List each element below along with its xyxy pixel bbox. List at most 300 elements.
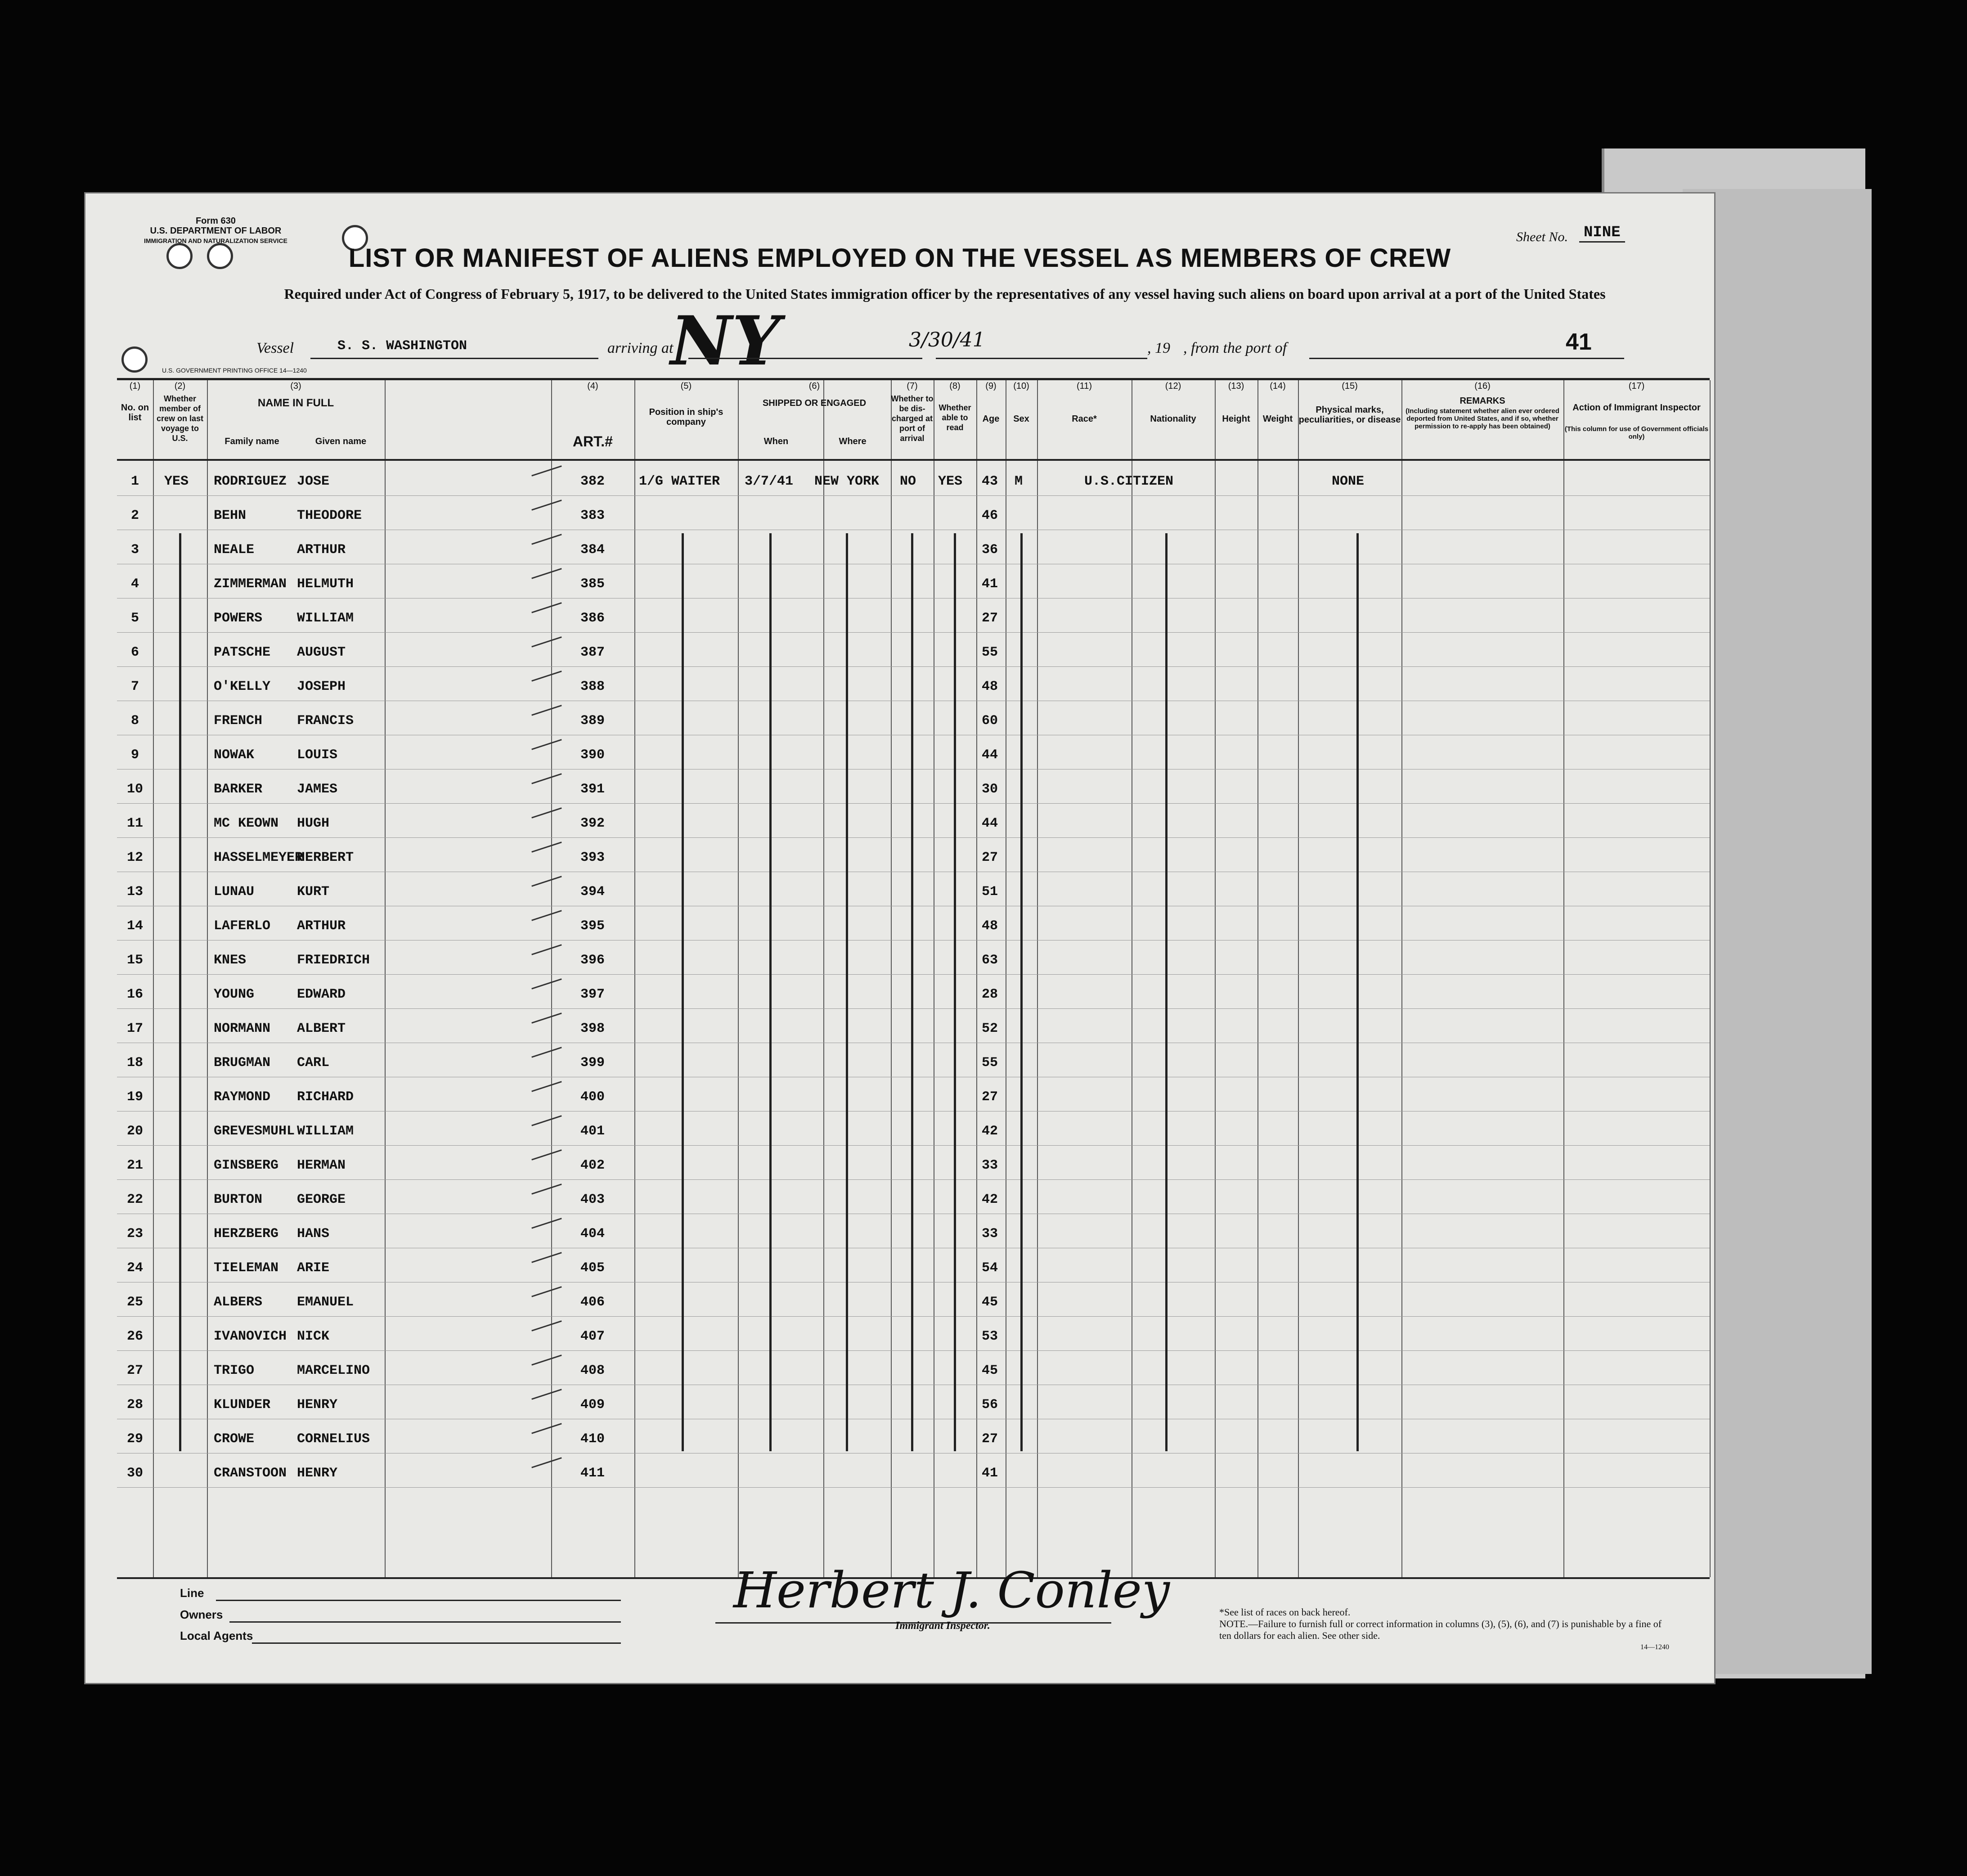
given-name: HENRY [297,1397,338,1413]
check-mark [531,876,562,886]
column-number: (12) [1165,381,1181,391]
check-mark [531,1320,562,1331]
row-number: 11 [126,816,143,831]
table-row [117,1008,1710,1043]
given-name: CARL [297,1055,330,1071]
ditto-mark [911,533,913,1451]
column-divider [1710,380,1711,1577]
given-name: FRANCIS [297,713,354,729]
local-agents-underline [252,1642,621,1644]
line-underline [216,1600,621,1601]
article-number: 383 [580,508,605,523]
article-number: 407 [580,1329,605,1344]
member-last-voyage: YES [164,474,189,489]
age: 44 [982,747,998,763]
header-weight: Weight [1262,414,1293,424]
check-mark [531,1354,562,1365]
arrival-port: NY [670,301,781,381]
age: 63 [982,953,998,968]
family-name: RODRIGUEZ [214,474,287,489]
table-row [117,495,1710,530]
given-name: FRIEDRICH [297,953,370,968]
header-nationality: Nationality [1150,414,1196,424]
age: 42 [982,1124,998,1139]
given-name: ARIE [297,1260,330,1276]
table-row [117,1179,1710,1214]
article-number: 401 [580,1124,605,1139]
family-name: HASSELMEYER [214,850,303,865]
age: 33 [982,1226,998,1242]
vessel-name: S. S. WASHINGTON [337,338,467,354]
column-number: (4) [587,381,598,391]
ditto-mark [1165,533,1168,1451]
department: U.S. DEPARTMENT OF LABOR [150,226,282,236]
arrival-underline [688,358,922,359]
row-number: 24 [126,1260,143,1276]
age: 27 [982,1431,998,1447]
given-name: RICHARD [297,1089,354,1105]
given-name: CORNELIUS [297,1431,370,1447]
check-mark [531,1423,562,1434]
given-name: NICK [297,1329,330,1344]
from-port-underline [1309,358,1624,359]
table-row [117,1043,1710,1077]
header-sex: Sex [1013,414,1029,424]
column-number: (9) [985,381,997,391]
header-when: When [763,436,789,446]
check-mark [531,465,562,476]
article-number: 384 [580,542,605,558]
check-mark [531,1149,562,1160]
owners-underline [229,1621,621,1623]
table-row [117,906,1710,940]
line-label: Line [180,1586,204,1600]
table-row [117,1453,1710,1488]
age: 41 [982,576,998,592]
row-number: 7 [130,679,139,694]
page-subtitle: Required under Act of Congress of February 5, 1917, to be delivered to the United States immigration officer by the representatives of any vessel having such aliens on board upon arrival at a port of the United States [284,286,1606,302]
signature-caption: Immigrant Inspector. [895,1620,990,1632]
family-name: KNES [214,953,247,968]
family-name: POWERS [214,611,263,626]
article-number: 391 [580,782,605,797]
family-name: MC KEOWN [214,816,279,831]
check-mark [531,705,562,715]
vessel-underline [310,358,598,359]
table-row [117,1214,1710,1248]
check-mark [531,1115,562,1126]
able-to-read: YES [938,474,963,489]
manifest-table [117,378,1710,1579]
header-member: Whether member of crew on last voyage to U.S. [156,394,204,443]
table-row [117,974,1710,1009]
article-number: 394 [580,884,605,900]
arriving-label: arriving at [607,340,674,356]
age: 48 [982,679,998,694]
row-number: 17 [126,1021,143,1036]
age: 60 [982,713,998,729]
table-row [117,940,1710,975]
table-row [117,1385,1710,1419]
position-in-company: 1/G WAITER [639,474,720,489]
column-number: (1) [129,381,141,391]
check-mark [531,534,562,544]
given-name: HUGH [297,816,330,831]
row-number: 18 [126,1055,143,1071]
vessel-label: Vessel [256,340,294,356]
page-title: LIST OR MANIFEST OF ALIENS EMPLOYED ON THE VESSEL AS MEMBERS OF CREW [348,243,1451,273]
article-number: 387 [580,645,605,660]
column-number: (5) [680,381,692,391]
check-mark [531,807,562,818]
family-name: IVANOVICH [214,1329,287,1344]
age: 51 [982,884,998,900]
given-name: WILLIAM [297,611,354,626]
year-label: , 19 [1147,340,1170,356]
shipped-when: 3/7/41 [745,474,794,489]
check-mark [531,1081,562,1092]
row-number: 29 [126,1431,143,1447]
article-number: 402 [580,1158,605,1173]
table-row [117,701,1710,735]
row-number: 8 [130,713,139,729]
check-mark [531,1389,562,1399]
given-name: ARTHUR [297,918,346,934]
table-row [117,1419,1710,1453]
header-family-name: Family name [225,436,279,446]
header-no: No. on list [121,403,149,423]
table-row [117,769,1710,804]
age: 27 [982,850,998,865]
age: 55 [982,645,998,660]
arrival-date: 3/30/41 [909,328,985,351]
header-divider [117,459,1710,461]
article-number: 390 [580,747,605,763]
races-note: *See list of races on back hereof. [1219,1606,1351,1618]
table-row [117,564,1710,598]
article-number: 411 [580,1466,605,1481]
check-mark [531,1286,562,1297]
header-name: NAME IN FULL [257,397,334,409]
header-where: Where [839,436,867,446]
given-name: HANS [297,1226,330,1242]
age: 53 [982,1329,998,1344]
article-number: 403 [580,1192,605,1207]
check-mark [531,773,562,784]
form-identifier [144,216,287,246]
row-number: 23 [126,1226,143,1242]
ditto-mark [846,533,848,1451]
sex: M [1015,474,1023,489]
column-number: (6) [808,381,820,391]
column-number: (2) [174,381,186,391]
family-name: GINSBERG [214,1158,279,1173]
table-row [117,872,1710,906]
age: 41 [982,1466,998,1481]
family-name: GREVESMUHL [214,1124,295,1139]
row-number: 26 [126,1329,143,1344]
article-number: 410 [580,1431,605,1447]
column-number: (7) [907,381,918,391]
family-name: ALBERS [214,1295,263,1310]
given-name: HELMUTH [297,576,354,592]
family-name: NOWAK [214,747,255,763]
article-number: 389 [580,713,605,729]
row-number: 21 [126,1158,143,1173]
article-number: 386 [580,611,605,626]
column-number: (3) [290,381,301,391]
given-name: JAMES [297,782,338,797]
family-name: BURTON [214,1192,263,1207]
ditto-mark [769,533,772,1451]
age: 42 [982,1192,998,1207]
row-number: 15 [126,953,143,968]
header-read: Whether able to read [939,403,971,432]
header-art: ART.# [573,433,613,450]
sheet-label: Sheet No. [1516,229,1568,244]
row-number: 5 [130,611,139,626]
family-name: CROWE [214,1431,255,1447]
check-mark [531,568,562,579]
row-number: 4 [130,576,139,592]
column-number: (14) [1270,381,1286,391]
article-number: 405 [580,1260,605,1276]
row-number: 30 [126,1466,143,1481]
table-row [117,1282,1710,1317]
given-name: AUGUST [297,645,346,660]
given-name: HERMAN [297,1158,346,1173]
check-mark [531,1252,562,1263]
header-age: Age [982,414,1000,424]
table-row [117,1077,1710,1111]
penalty-note: NOTE.—Failure to furnish full or correct information in columns (3), (5), (6), and (7) is punishable by a fine of ten dollars for each alien. See other side. [1219,1618,1662,1641]
article-number: 385 [580,576,605,592]
age: 33 [982,1158,998,1173]
family-name: LAFERLO [214,918,271,934]
printing-office: U.S. GOVERNMENT PRINTING OFFICE 14—1240 [162,367,307,374]
table-row [117,530,1710,564]
inspector-signature: Herbert J. Conley [733,1561,1170,1619]
family-name: CRANSTOON [214,1466,287,1481]
table-row [117,803,1710,838]
article-number: 396 [580,953,605,968]
family-name: LUNAU [214,884,255,900]
check-mark [531,1047,562,1057]
column-number: (10) [1013,381,1029,391]
article-number: 399 [580,1055,605,1071]
given-name: MARCELINO [297,1363,370,1378]
age: 28 [982,987,998,1002]
age: 45 [982,1295,998,1310]
check-mark [531,944,562,955]
given-name: JOSE [297,474,330,489]
family-name: NEALE [214,542,255,558]
ditto-mark [1356,533,1359,1451]
family-name: PATSCHE [214,645,271,660]
article-number: 409 [580,1397,605,1413]
family-name: HERZBERG [214,1226,279,1242]
family-name: TIELEMAN [214,1260,279,1276]
article-number: 400 [580,1089,605,1105]
header-action-note: (This column for use of Government officials only) [1564,425,1709,441]
given-name: JOSEPH [297,679,346,694]
table-row [117,1248,1710,1282]
row-number: 1 [130,474,139,489]
given-name: GEORGE [297,1192,346,1207]
sheet-number: NINE [1579,224,1625,243]
article-number: 393 [580,850,605,865]
header-remarks-note: (Including statement whether alien ever ordered deported from United States, and if so, whether permission to re-apply has been obtained) [1406,407,1559,430]
ditto-mark [954,533,956,1451]
article-number: 395 [580,918,605,934]
column-number: (15) [1342,381,1358,391]
row-number: 20 [126,1124,143,1139]
row-number: 13 [126,884,143,900]
check-mark [531,910,562,921]
column-number: (8) [949,381,961,391]
ditto-mark [682,533,684,1451]
table-row [117,598,1710,633]
check-mark [531,602,562,613]
check-mark [531,978,562,989]
check-mark [531,1183,562,1194]
check-mark [531,1457,562,1468]
family-name: YOUNG [214,987,255,1002]
given-name: EMANUEL [297,1295,354,1310]
given-name: ALBERT [297,1021,346,1036]
article-number: 406 [580,1295,605,1310]
row-number: 27 [126,1363,143,1378]
discharged-at-arrival: NO [900,474,916,489]
check-mark [531,1012,562,1023]
physical-marks: NONE [1332,474,1365,489]
row-number: 28 [126,1397,143,1413]
table-row [117,735,1710,769]
family-name: TRIGO [214,1363,255,1378]
header-remarks: REMARKS [1460,396,1505,406]
table-row [117,632,1710,667]
age: 46 [982,508,998,523]
age: 44 [982,816,998,831]
age: 54 [982,1260,998,1276]
table-row [117,1111,1710,1146]
table-row [117,1350,1710,1385]
age: 43 [982,474,998,489]
article-number: 392 [580,816,605,831]
given-name: HENRY [297,1466,338,1481]
check-mark [531,1218,562,1228]
check-mark [531,636,562,647]
family-name: KLUNDER [214,1397,271,1413]
local-agents-label: Local Agents [180,1629,253,1642]
header-height: Height [1222,414,1250,424]
check-mark [531,739,562,750]
column-number: (11) [1076,381,1092,391]
date-underline [936,358,1147,359]
row-number: 19 [126,1089,143,1105]
given-name: KURT [297,884,330,900]
age: 45 [982,1363,998,1378]
header-discharged: Whether to be dis-charged at port of arrival [891,394,934,443]
age: 27 [982,611,998,626]
nationality: U.S.CITIZEN [1084,474,1174,489]
table-row [117,837,1710,872]
table-row [117,1316,1710,1351]
age: 27 [982,1089,998,1105]
article-number: 388 [580,679,605,694]
age: 56 [982,1397,998,1413]
table-body [117,461,1710,1541]
age: 48 [982,918,998,934]
shipped-where: NEW YORK [814,474,880,489]
owners-label: Owners [180,1608,223,1621]
family-name: FRENCH [214,713,263,729]
article-number: 382 [580,474,605,489]
family-name: O'KELLY [214,679,271,694]
article-number: 398 [580,1021,605,1036]
row-number: 25 [126,1295,143,1310]
given-name: EDWARD [297,987,346,1002]
family-name: NORMANN [214,1021,271,1036]
family-name: BRUGMAN [214,1055,271,1071]
ditto-mark [1020,533,1023,1451]
given-name: WILLIAM [297,1124,354,1139]
given-name: THEODORE [297,508,362,523]
row-number: 14 [126,918,143,934]
column-number: (13) [1228,381,1244,391]
column-number: (17) [1628,381,1645,391]
table-row [117,666,1710,701]
row-number: 2 [130,508,139,523]
given-name: ARTHUR [297,542,346,558]
row-number: 22 [126,1192,143,1207]
given-name: HERBERT [297,850,354,865]
row-number: 16 [126,987,143,1002]
article-number: 408 [580,1363,605,1378]
table-row [117,461,1710,496]
row-number: 6 [130,645,139,660]
footnote [1219,1606,1669,1653]
header-given-name: Given name [315,436,367,446]
table-row [117,1145,1710,1180]
age: 36 [982,542,998,558]
family-name: ZIMMERMAN [214,576,287,592]
row-number: 9 [130,747,139,763]
page-number: 41 [1566,329,1592,355]
column-number: (16) [1474,381,1491,391]
family-name: RAYMOND [214,1089,271,1105]
manifest-sheet [85,193,1714,1683]
punch-hole [121,346,148,373]
check-mark [531,841,562,852]
header-race: Race* [1072,414,1097,424]
check-mark [531,670,562,681]
row-number: 10 [126,782,143,797]
given-name: LOUIS [297,747,338,763]
header-position: Position in ship's company [649,407,723,427]
service: IMMIGRATION AND NATURALIZATION SERVICE [144,237,287,244]
family-name: BEHN [214,508,247,523]
age: 52 [982,1021,998,1036]
form-number: Form 630 [195,216,236,226]
ditto-mark [179,533,181,1451]
header-action: Action of Immigrant Inspector [1572,403,1701,413]
article-number: 397 [580,987,605,1002]
from-port-label: , from the port of [1183,340,1287,356]
family-name: BARKER [214,782,263,797]
age: 30 [982,782,998,797]
header-physical-marks: Physical marks, peculiarities, or disease [1298,405,1401,425]
